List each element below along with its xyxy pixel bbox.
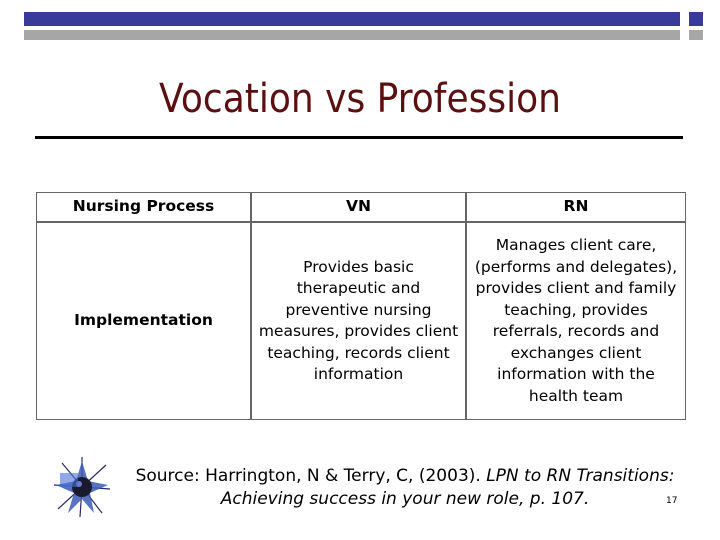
slide-title: Vocation vs Profession: [159, 76, 561, 122]
header-rn: RN: [466, 192, 686, 222]
header-nursing-process: Nursing Process: [36, 192, 251, 222]
cell-rn-implementation: Manages client care, (performs and delegates), provides client and family teaching, provides referrals, records and exchanges client information with the health team: [466, 222, 686, 420]
star-burst-logo-icon: [52, 455, 112, 519]
header-vn: VN: [251, 192, 466, 222]
source-citation: [120, 465, 690, 511]
header-bar-blue: [24, 12, 680, 26]
page-number: 17: [666, 496, 678, 506]
comparison-table: [36, 192, 686, 420]
source-title: LPN to RN Transitions: Achieving success in your new role, p. 107.: [220, 466, 675, 509]
cell-vn-implementation: Provides basic therapeutic and preventive nursing measures, provides client teaching, records client information: [251, 222, 466, 420]
title-underline: [35, 136, 683, 139]
table-row: [36, 222, 686, 420]
row-label-implementation: Implementation: [36, 222, 251, 420]
header-bar-gray: [24, 30, 680, 40]
table-header-row: [36, 192, 686, 222]
header-square-gray: [689, 30, 703, 40]
header-square-blue: [689, 12, 703, 26]
source-prefix: Source: Harrington, N & Terry, C, (2003).: [135, 466, 487, 486]
